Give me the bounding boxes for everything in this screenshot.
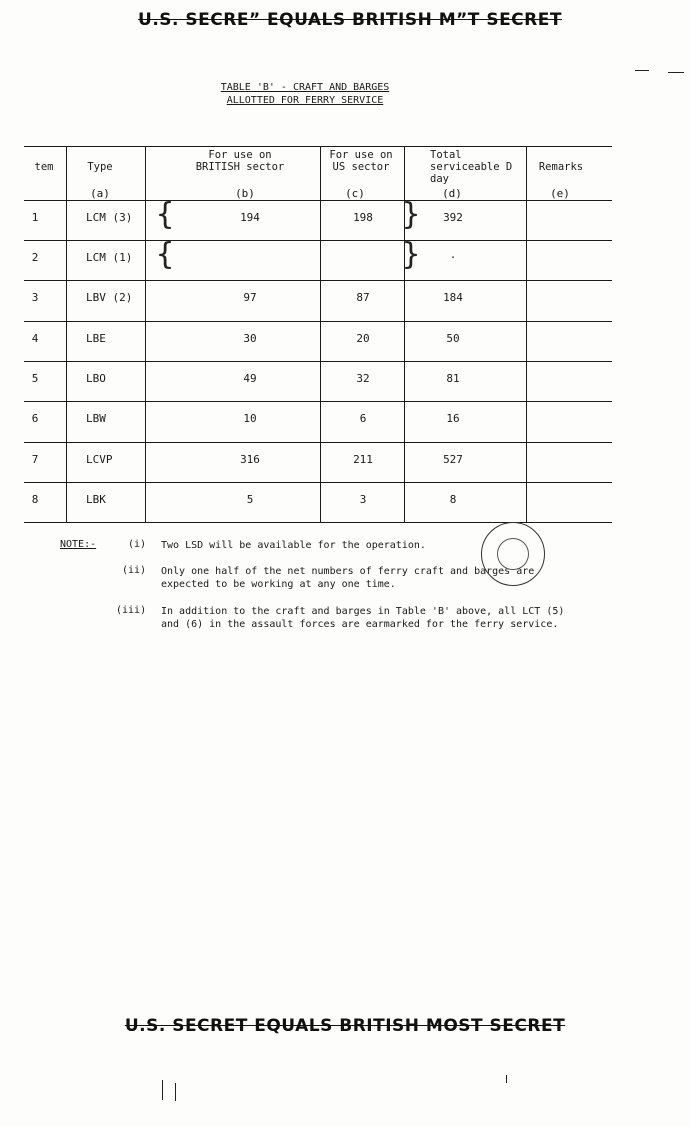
row-total-count: 16 — [446, 412, 460, 425]
row-item-number: 6 — [31, 412, 39, 425]
header-letter-d: (d) — [442, 187, 462, 200]
row-total-count: 527 — [443, 453, 463, 466]
note-text: In addition to the craft and barges in Table 'B' above, all LCT (5) and (6) in the assault forces are earmarked for the ferry service. — [161, 606, 565, 630]
seal-stamp-icon — [481, 522, 545, 586]
row-craft-type: LBO — [86, 372, 106, 385]
brace-left: { — [156, 237, 175, 272]
row-us-count: 3 — [359, 493, 367, 506]
scan-mark — [668, 72, 684, 73]
brace-right: } — [402, 237, 421, 272]
row-item-number: 8 — [31, 493, 39, 506]
row-craft-type: LBV (2) — [86, 291, 133, 304]
row-british-count: 49 — [243, 372, 257, 385]
scan-mark — [162, 1080, 163, 1100]
table-rule — [24, 146, 612, 147]
row-british-count: 316 — [240, 453, 260, 466]
row-british-count: 97 — [243, 291, 257, 304]
row-item-number: 2 — [31, 251, 39, 264]
header-total: Total serviceable D day — [430, 149, 513, 185]
classification-banner-bottom: U.S. SECRET EQUALS BRITISH MOST SECRET — [124, 1016, 566, 1036]
row-total-count: 81 — [446, 372, 460, 385]
scan-mark — [635, 70, 649, 71]
row-total-count: 392 — [443, 211, 463, 224]
note-number: (i) — [128, 539, 147, 550]
row-item-number: 5 — [31, 372, 39, 385]
row-us-count: 198 — [353, 211, 373, 224]
table-rule — [24, 482, 612, 483]
header-item: tem — [34, 161, 54, 173]
table-rule — [24, 522, 612, 523]
row-item-number: 7 — [31, 453, 39, 466]
row-british-count: 194 — [240, 211, 260, 224]
row-item-number: 1 — [31, 211, 39, 224]
row-british-count: 5 — [246, 493, 254, 506]
row-craft-type: LCM (1) — [86, 251, 133, 264]
table-rule — [24, 401, 612, 402]
row-us-count: 87 — [356, 291, 370, 304]
header-letter-e: (e) — [550, 187, 570, 200]
row-item-number: 3 — [31, 291, 39, 304]
row-craft-type: LCM (3) — [86, 211, 133, 224]
header-letter-b: (b) — [235, 187, 255, 200]
classification-banner-top: U.S. SECRE” EQUALS BRITISH M”T SECRET — [138, 10, 562, 30]
table-title — [195, 81, 415, 107]
row-craft-type: LBE — [86, 332, 106, 345]
table-column-divider — [66, 146, 67, 522]
note-number: (iii) — [116, 605, 147, 616]
brace-left: { — [156, 197, 175, 232]
table-column-divider — [526, 146, 527, 522]
header-type: Type — [87, 161, 113, 173]
note-text: Only one half of the net numbers of ferry craft and barges are expected to be working at any one time. — [161, 566, 535, 590]
note-text: Two LSD will be available for the operation. — [161, 540, 426, 551]
table-title-line-2: ALLOTTED FOR FERRY SERVICE — [226, 95, 384, 106]
row-craft-type: LBW — [86, 412, 106, 425]
table-rule — [24, 240, 612, 241]
brace-right: } — [402, 197, 421, 232]
scan-mark — [175, 1083, 176, 1101]
table-rule — [24, 200, 612, 201]
table-title-line-1: TABLE 'B' - CRAFT AND BARGES — [220, 82, 390, 93]
row-craft-type: LBK — [86, 493, 106, 506]
note-number: (ii) — [122, 565, 147, 576]
header-us: For use on US sector — [329, 149, 393, 173]
row-total-count: 8 — [449, 493, 457, 506]
row-total-count: 50 — [446, 332, 460, 345]
scan-mark — [506, 1075, 507, 1083]
header-letter-c: (c) — [345, 187, 365, 200]
table-rule — [24, 280, 612, 281]
row-british-count: 10 — [243, 412, 257, 425]
header-british: For use on BRITISH sector — [195, 149, 285, 173]
table-rule — [24, 361, 612, 362]
header-letter-a: (a) — [90, 187, 110, 200]
table-rule — [24, 321, 612, 322]
row-item-number: 4 — [31, 332, 39, 345]
row-total-count: 184 — [443, 291, 463, 304]
row-total-count: · — [449, 251, 457, 264]
table-rule — [24, 442, 612, 443]
row-craft-type: LCVP — [86, 453, 113, 466]
row-us-count: 6 — [359, 412, 367, 425]
row-us-count: 211 — [353, 453, 373, 466]
header-remarks: Remarks — [538, 161, 584, 173]
row-british-count: 30 — [243, 332, 257, 345]
row-us-count: 32 — [356, 372, 370, 385]
table-column-divider — [320, 146, 321, 522]
row-us-count: 20 — [356, 332, 370, 345]
note-label: NOTE:- — [60, 539, 97, 550]
